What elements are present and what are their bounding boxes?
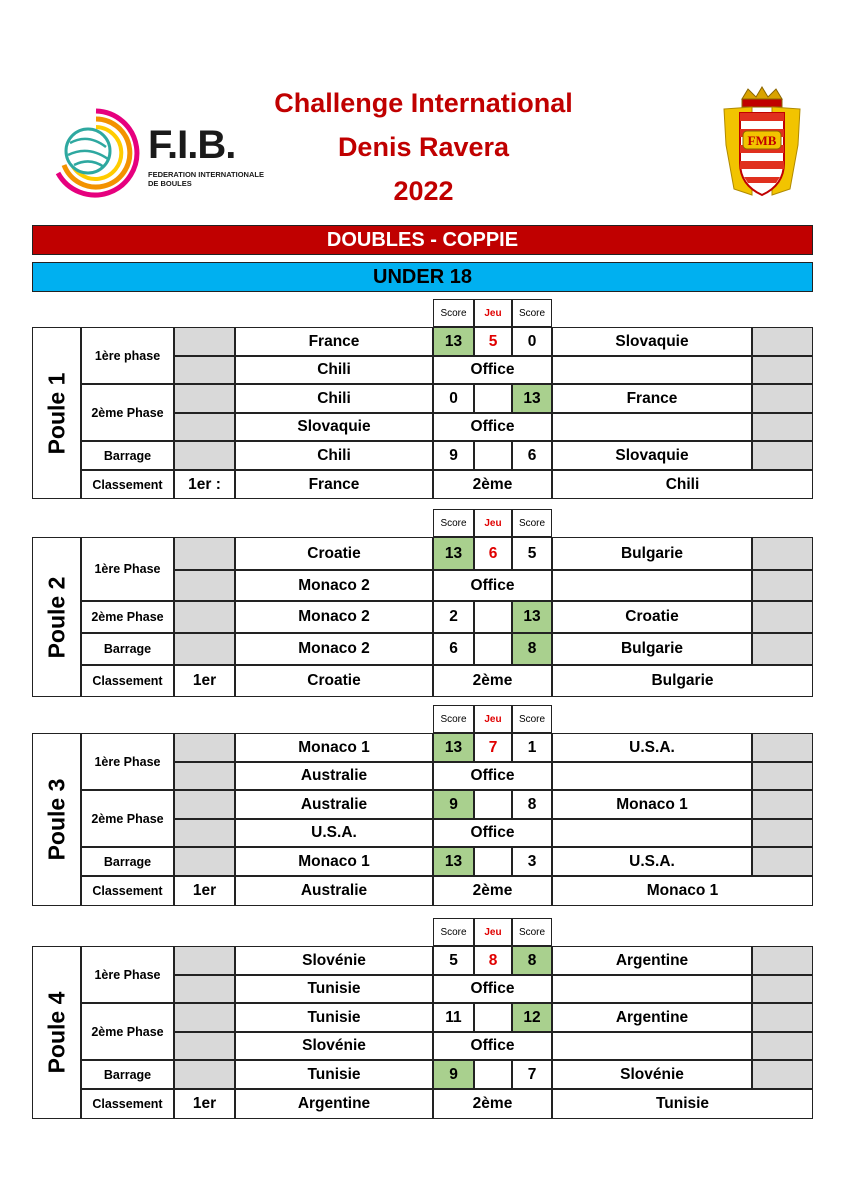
office-cell: Office xyxy=(433,819,552,847)
score-header-right: Score xyxy=(512,509,552,537)
phase-label: Barrage xyxy=(81,633,174,665)
empty-cell xyxy=(752,762,813,790)
empty-cell xyxy=(752,633,813,665)
empty-cell xyxy=(752,733,813,762)
score-left: 5 xyxy=(433,946,474,975)
empty-cell xyxy=(174,847,235,876)
empty-cell xyxy=(174,762,235,790)
poule-label-text: Poule 3 xyxy=(43,778,69,861)
jeu-cell xyxy=(474,601,512,633)
team-left: U.S.A. xyxy=(235,819,433,847)
empty-cell xyxy=(752,847,813,876)
empty-cell xyxy=(752,819,813,847)
team-left: Slovénie xyxy=(235,946,433,975)
empty-cell xyxy=(752,384,813,413)
first-place-team: Croatie xyxy=(235,665,433,697)
team-right: Monaco 1 xyxy=(552,790,752,819)
score-right: 12 xyxy=(512,1003,552,1032)
empty-cell xyxy=(752,790,813,819)
team-left: Chili xyxy=(235,384,433,413)
category-band: DOUBLES - COPPIE xyxy=(32,225,813,255)
jeu-header: Jeu xyxy=(474,509,512,537)
age-group-band: UNDER 18 xyxy=(32,262,813,292)
title-line-2: Denis Ravera xyxy=(337,132,510,162)
second-place-team: Tunisie xyxy=(552,1089,813,1119)
empty-cell xyxy=(752,327,813,356)
second-place-label: 2ème xyxy=(433,1089,552,1119)
score-left: 9 xyxy=(433,441,474,470)
classement-label: Classement xyxy=(81,470,174,499)
team-left: Monaco 1 xyxy=(235,733,433,762)
empty-cell xyxy=(752,537,813,570)
first-place-team: France xyxy=(235,470,433,499)
score-right: 3 xyxy=(512,847,552,876)
title-line-3: 2022 xyxy=(393,176,454,206)
empty-cell xyxy=(752,356,813,384)
team-right: Argentine xyxy=(552,1003,752,1032)
phase-label: 2ème Phase xyxy=(81,601,174,633)
jeu-cell: 6 xyxy=(474,537,512,570)
score-left: 13 xyxy=(433,847,474,876)
poule-label-text: Poule 4 xyxy=(43,991,69,1074)
first-place-label: 1er xyxy=(174,1089,235,1119)
score-header-left: Score xyxy=(433,705,474,733)
second-place-team: Monaco 1 xyxy=(552,876,813,906)
empty-cell xyxy=(174,819,235,847)
fmb-logo xyxy=(712,85,812,215)
team-left: Chili xyxy=(235,441,433,470)
classement-label: Classement xyxy=(81,665,174,697)
score-right: 6 xyxy=(512,441,552,470)
team-left: Tunisie xyxy=(235,1003,433,1032)
empty-cell xyxy=(174,790,235,819)
score-right: 0 xyxy=(512,327,552,356)
empty-cell xyxy=(752,413,813,441)
score-right: 1 xyxy=(512,733,552,762)
office-cell: Office xyxy=(433,356,552,384)
score-header-right: Score xyxy=(512,299,552,327)
score-right: 13 xyxy=(512,601,552,633)
team-left: Australie xyxy=(235,790,433,819)
jeu-cell xyxy=(474,847,512,876)
first-place-team: Australie xyxy=(235,876,433,906)
office-cell: Office xyxy=(433,413,552,441)
team-left: Monaco 2 xyxy=(235,570,433,601)
score-right: 8 xyxy=(512,633,552,665)
team-right: Slovaquie xyxy=(552,441,752,470)
team-right: Croatie xyxy=(552,601,752,633)
fib-logo-text: F.I.B. xyxy=(148,123,236,167)
classement-label: Classement xyxy=(81,876,174,906)
poule-label xyxy=(32,327,81,499)
office-cell: Office xyxy=(433,762,552,790)
empty-cell xyxy=(752,1032,813,1060)
first-place-label: 1er xyxy=(174,665,235,697)
fmb-crest-icon xyxy=(712,85,812,215)
empty-cell xyxy=(174,601,235,633)
office-cell: Office xyxy=(433,570,552,601)
fmb-logo-text: FMB xyxy=(747,133,777,148)
team-right xyxy=(552,762,752,790)
second-place-label: 2ème xyxy=(433,876,552,906)
second-place-label: 2ème xyxy=(433,470,552,499)
team-left: Monaco 2 xyxy=(235,633,433,665)
empty-cell xyxy=(174,327,235,356)
team-left: Slovénie xyxy=(235,1032,433,1060)
score-left: 9 xyxy=(433,790,474,819)
team-right: Slovaquie xyxy=(552,327,752,356)
score-header-left: Score xyxy=(433,918,474,946)
empty-cell xyxy=(752,441,813,470)
empty-cell xyxy=(174,413,235,441)
team-left: Croatie xyxy=(235,537,433,570)
title-line-1: Challenge International xyxy=(274,88,573,118)
team-left: Slovaquie xyxy=(235,413,433,441)
team-right: U.S.A. xyxy=(552,847,752,876)
score-header-right: Score xyxy=(512,705,552,733)
team-left: Chili xyxy=(235,356,433,384)
empty-cell xyxy=(174,441,235,470)
jeu-header: Jeu xyxy=(474,918,512,946)
team-right xyxy=(552,413,752,441)
poule-label xyxy=(32,946,81,1119)
jeu-header: Jeu xyxy=(474,299,512,327)
poule-label xyxy=(32,537,81,697)
second-place-team: Bulgarie xyxy=(552,665,813,697)
empty-cell xyxy=(174,633,235,665)
office-cell: Office xyxy=(433,975,552,1003)
jeu-cell xyxy=(474,1003,512,1032)
poule-label xyxy=(32,733,81,906)
score-header-right: Score xyxy=(512,918,552,946)
phase-label: Barrage xyxy=(81,1060,174,1089)
team-right xyxy=(552,570,752,601)
phase-label: 1ère Phase xyxy=(81,733,174,790)
score-right: 7 xyxy=(512,1060,552,1089)
empty-cell xyxy=(752,946,813,975)
poule-label-text: Poule 2 xyxy=(43,576,69,658)
phase-label: Barrage xyxy=(81,847,174,876)
empty-cell xyxy=(174,1032,235,1060)
jeu-cell xyxy=(474,1060,512,1089)
jeu-cell xyxy=(474,384,512,413)
team-right: Slovénie xyxy=(552,1060,752,1089)
team-right: Bulgarie xyxy=(552,537,752,570)
empty-cell xyxy=(752,975,813,1003)
jeu-cell: 5 xyxy=(474,327,512,356)
first-place-label: 1er xyxy=(174,876,235,906)
empty-cell xyxy=(174,1060,235,1089)
score-left: 2 xyxy=(433,601,474,633)
score-left: 13 xyxy=(433,327,474,356)
office-cell: Office xyxy=(433,1032,552,1060)
score-left: 6 xyxy=(433,633,474,665)
score-right: 13 xyxy=(512,384,552,413)
second-place-label: 2ème xyxy=(433,665,552,697)
team-right xyxy=(552,819,752,847)
empty-cell xyxy=(174,946,235,975)
score-header-left: Score xyxy=(433,299,474,327)
empty-cell xyxy=(752,1060,813,1089)
jeu-cell xyxy=(474,441,512,470)
score-left: 0 xyxy=(433,384,474,413)
phase-label: 2ème Phase xyxy=(81,790,174,847)
phase-label: 1ère phase xyxy=(81,327,174,384)
score-left: 11 xyxy=(433,1003,474,1032)
team-left: Tunisie xyxy=(235,975,433,1003)
empty-cell xyxy=(174,537,235,570)
empty-cell xyxy=(752,1003,813,1032)
score-right: 8 xyxy=(512,946,552,975)
team-right: Bulgarie xyxy=(552,633,752,665)
team-right xyxy=(552,356,752,384)
phase-label: 1ère Phase xyxy=(81,537,174,601)
classement-label: Classement xyxy=(81,1089,174,1119)
empty-cell xyxy=(752,601,813,633)
score-left: 9 xyxy=(433,1060,474,1089)
phase-label: 1ère Phase xyxy=(81,946,174,1003)
team-left: Monaco 1 xyxy=(235,847,433,876)
empty-cell xyxy=(174,384,235,413)
score-header-left: Score xyxy=(433,509,474,537)
poule-label-text: Poule 1 xyxy=(43,372,69,454)
fib-logo-subtitle-2: DE BOULES xyxy=(148,179,192,188)
team-right: U.S.A. xyxy=(552,733,752,762)
jeu-header: Jeu xyxy=(474,705,512,733)
team-right xyxy=(552,975,752,1003)
team-right xyxy=(552,1032,752,1060)
score-right: 8 xyxy=(512,790,552,819)
phase-label: 2ème Phase xyxy=(81,1003,174,1060)
team-left: Australie xyxy=(235,762,433,790)
team-left: France xyxy=(235,327,433,356)
score-right: 5 xyxy=(512,537,552,570)
empty-cell xyxy=(174,570,235,601)
empty-cell xyxy=(174,356,235,384)
phase-label: Barrage xyxy=(81,441,174,470)
jeu-cell xyxy=(474,633,512,665)
fib-logo-subtitle-1: FEDERATION INTERNATIONALE xyxy=(148,170,264,179)
empty-cell xyxy=(752,570,813,601)
empty-cell xyxy=(174,1003,235,1032)
team-left: Monaco 2 xyxy=(235,601,433,633)
first-place-label: 1er : xyxy=(174,470,235,499)
empty-cell xyxy=(174,733,235,762)
jeu-cell xyxy=(474,790,512,819)
jeu-cell: 8 xyxy=(474,946,512,975)
team-right: France xyxy=(552,384,752,413)
second-place-team: Chili xyxy=(552,470,813,499)
jeu-cell: 7 xyxy=(474,733,512,762)
score-left: 13 xyxy=(433,733,474,762)
score-left: 13 xyxy=(433,537,474,570)
team-left: Tunisie xyxy=(235,1060,433,1089)
first-place-team: Argentine xyxy=(235,1089,433,1119)
empty-cell xyxy=(174,975,235,1003)
phase-label: 2ème Phase xyxy=(81,384,174,441)
team-right: Argentine xyxy=(552,946,752,975)
